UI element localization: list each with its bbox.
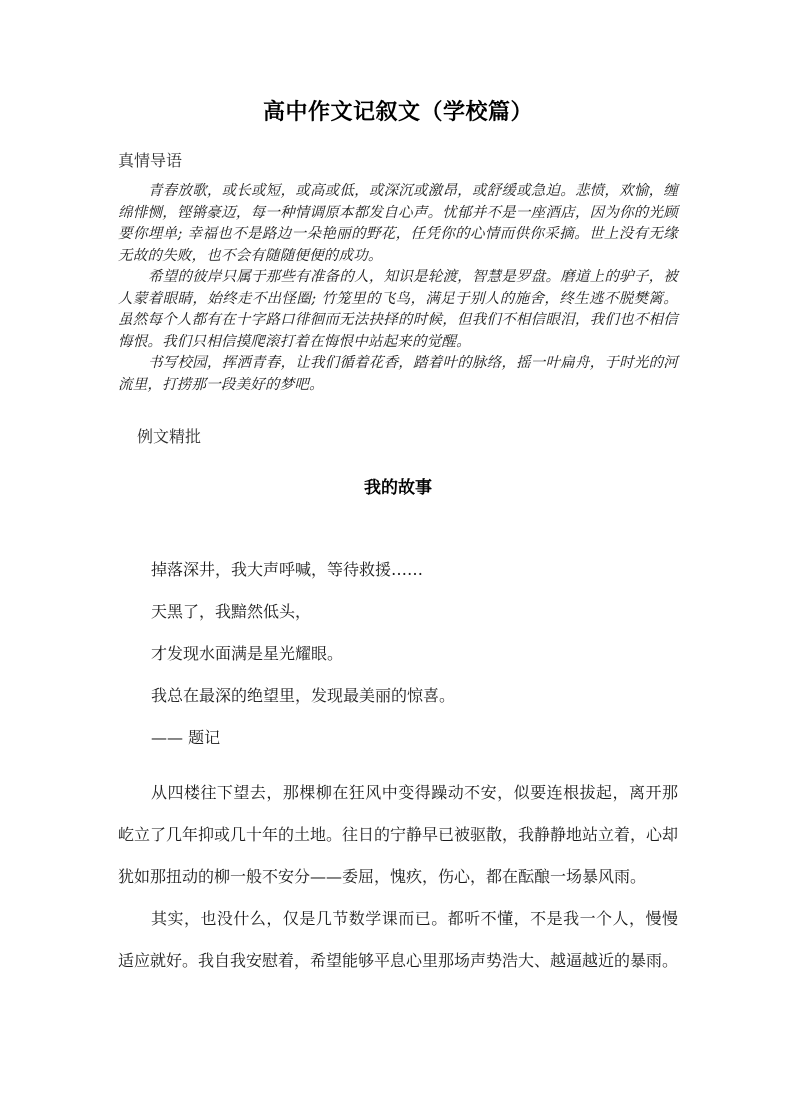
lead-paragraph-2: 希望的彼岸只属于那些有准备的人，知识是轮渡，智慧是罗盘。磨道上的驴子，被人蒙着眼睛，始终走不出怪圈; 竹笼里的飞鸟，满足于别人的施舍，终生逃不脱樊篱。虽然每个人都有在十字路口徘徊而无法抉择的时候，但我们不相信眼泪，我们也不相信悔恨。我们只相信摸爬滚打着在悔恨中站起来的觉醒。 [118, 269, 678, 350]
lead-paragraph-group [118, 181, 678, 396]
document-content-column [118, 0, 678, 982]
epigraph-block [118, 560, 678, 748]
essay-heading: 我的故事 [364, 478, 432, 498]
epigraph-line-2: 天黑了，我黯然低头， [151, 602, 312, 621]
epigraph-attribution: —— 题记 [151, 728, 221, 747]
essay-body [118, 772, 678, 982]
page-title: 高中作文记叙文（学校篇） [262, 100, 533, 125]
lead-paragraph-1: 青春放歌，或长或短，或高或低，或深沉或激昂，或舒缓或急迫。悲愤，欢愉，缠绵悱恻，铿锵豪迈，每一种情调原本都发自心声。忧郁并不是一座酒店，因为你的光顾要你埋单; 幸福也不是路边一朵艳丽的野花，任凭你的心情而供你采摘。世上没有无缘无故的失败，也不会有随随便便的成功。 [118, 183, 678, 264]
essay-paragraph-2: 其实，也没什么，仅是几节数学课而已。都听不懂，不是我一个人，慢慢适应就好。我自我安慰着，希望能够平息心里那场声势浩大、越逼越近的暴雨。 [118, 909, 679, 970]
lead-paragraph-3: 书写校园，挥洒青春，让我们循着花香，踏着叶的脉络，摇一叶扁舟，于时光的河流里，打捞那一段美好的梦吧。 [118, 355, 678, 393]
epigraph-line-1: 掉落深井，我大声呼喊，等待救援…… [151, 560, 424, 579]
epigraph-line-3: 才发现水面满是星光耀眼。 [151, 644, 344, 663]
section-label-lead: 真情导语 [118, 151, 183, 170]
essay-paragraph-1: 从四楼往下望去，那棵柳在狂风中变得躁动不安，似要连根拔起，离开那屹立了几年抑或几十年的土地。往日的宁静早已被驱散，我静静地站立着，心却犹如那扭动的柳一般不安分——委屈，愧疚，伤心，都在酝酿一场暴风雨。 [118, 783, 679, 886]
section-label-sample: 例文精批 [137, 427, 202, 446]
epigraph-line-4: 我总在最深的绝望里，发现最美丽的惊喜。 [151, 686, 456, 705]
